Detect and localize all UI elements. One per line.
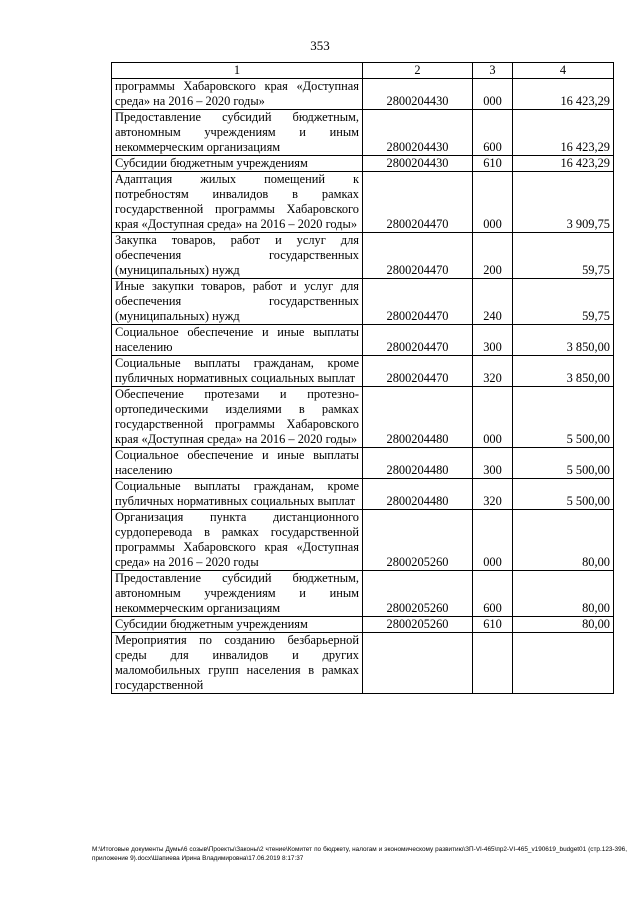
amount: 5 500,00 xyxy=(513,448,614,479)
header-col-3: 3 xyxy=(473,63,513,79)
item-name: Обеспечение протезами и протезно-ортопедическими изделиями в рамках государственной программы Хабаровского края «Доступная среда» на 2016 – 2020 годы» xyxy=(112,387,363,448)
expense-type: 320 xyxy=(473,356,513,387)
table-row xyxy=(112,448,614,479)
amount: 80,00 xyxy=(513,510,614,571)
item-name: Социальное обеспечение и иные выплаты населению xyxy=(112,325,363,356)
amount: 59,75 xyxy=(513,279,614,325)
expense-type: 200 xyxy=(473,233,513,279)
table-row xyxy=(112,156,614,172)
amount: 80,00 xyxy=(513,571,614,617)
target-code: 2800204430 xyxy=(363,156,473,172)
expense-type: 600 xyxy=(473,571,513,617)
amount: 3 850,00 xyxy=(513,356,614,387)
amount: 3 909,75 xyxy=(513,172,614,233)
item-name: Организация пункта дистанционного сурдоперевода в рамках государственной программы Хабаровского края «Доступная среда» на 2016 – 2020 годы xyxy=(112,510,363,571)
expense-type: 610 xyxy=(473,617,513,633)
item-name: Социальное обеспечение и иные выплаты населению xyxy=(112,448,363,479)
table-row xyxy=(112,279,614,325)
item-name: Субсидии бюджетным учреждениям xyxy=(112,617,363,633)
table-row xyxy=(112,172,614,233)
target-code: 2800204470 xyxy=(363,325,473,356)
amount: 16 423,29 xyxy=(513,156,614,172)
table-row xyxy=(112,510,614,571)
target-code: 2800204480 xyxy=(363,387,473,448)
budget-table xyxy=(111,62,614,694)
target-code: 2800205260 xyxy=(363,617,473,633)
header-col-1: 1 xyxy=(112,63,363,79)
item-name: Предоставление субсидий бюджетным, автономным учреждениям и иным некоммерческим организациям xyxy=(112,110,363,156)
target-code: 2800205260 xyxy=(363,510,473,571)
expense-type xyxy=(473,633,513,694)
item-name: Мероприятия по созданию безбарьерной среды для инвалидов и других маломобильных групп населения в рамках государственной xyxy=(112,633,363,694)
item-name: Социальные выплаты гражданам, кроме публичных нормативных социальных выплат xyxy=(112,479,363,510)
header-col-2: 2 xyxy=(363,63,473,79)
target-code: 2800204430 xyxy=(363,110,473,156)
amount: 16 423,29 xyxy=(513,110,614,156)
amount: 80,00 xyxy=(513,617,614,633)
item-name: программы Хабаровского края «Доступная среда» на 2016 – 2020 годы» xyxy=(112,79,363,110)
amount: 16 423,29 xyxy=(513,79,614,110)
target-code: 2800204470 xyxy=(363,233,473,279)
target-code: 2800204430 xyxy=(363,79,473,110)
item-name: Социальные выплаты гражданам, кроме публичных нормативных социальных выплат xyxy=(112,356,363,387)
item-name: Предоставление субсидий бюджетным, автономным учреждениям и иным некоммерческим организациям xyxy=(112,571,363,617)
expense-type: 000 xyxy=(473,172,513,233)
expense-type: 320 xyxy=(473,479,513,510)
item-name: Адаптация жилых помещений к потребностям инвалидов в рамках государственной программы Хабаровского края «Доступная среда» на 2016 – 2020 годы» xyxy=(112,172,363,233)
header-col-4: 4 xyxy=(513,63,614,79)
expense-type: 000 xyxy=(473,387,513,448)
target-code: 2800204470 xyxy=(363,356,473,387)
amount: 5 500,00 xyxy=(513,387,614,448)
table-row xyxy=(112,325,614,356)
target-code: 2800204480 xyxy=(363,448,473,479)
table-row xyxy=(112,617,614,633)
target-code: 2800204470 xyxy=(363,172,473,233)
amount: 5 500,00 xyxy=(513,479,614,510)
target-code: 2800204470 xyxy=(363,279,473,325)
table-row xyxy=(112,110,614,156)
page-number: 353 xyxy=(310,38,330,53)
table-row xyxy=(112,79,614,110)
amount: 3 850,00 xyxy=(513,325,614,356)
table-row xyxy=(112,233,614,279)
expense-type: 000 xyxy=(473,510,513,571)
item-name: Закупка товаров, работ и услуг для обеспечения государственных (муниципальных) нужд xyxy=(112,233,363,279)
expense-type: 300 xyxy=(473,325,513,356)
expense-type: 240 xyxy=(473,279,513,325)
table-row xyxy=(112,571,614,617)
item-name: Иные закупки товаров, работ и услуг для обеспечения государственных (муниципальных) нужд xyxy=(112,279,363,325)
amount xyxy=(513,633,614,694)
amount: 59,75 xyxy=(513,233,614,279)
expense-type: 000 xyxy=(473,79,513,110)
table-row xyxy=(112,479,614,510)
table-row xyxy=(112,387,614,448)
table-header-row xyxy=(112,63,614,79)
table-row xyxy=(112,356,614,387)
expense-type: 610 xyxy=(473,156,513,172)
item-name: Субсидии бюджетным учреждениям xyxy=(112,156,363,172)
expense-type: 600 xyxy=(473,110,513,156)
table-row xyxy=(112,633,614,694)
file-path-footer: M:\Итоговые документы Думы\6 созыв\Проекты\Законы\2 чтение\Комитет по бюджету, налогам и экономическому развитию\ЗП-VI-465\пр2-VI-465_v190619_budget01 (стр.123-396, приложение 9).docx\Шапиева Ирина Владимировна\17.06.2019 8:17:37 xyxy=(92,846,627,862)
target-code: 2800204480 xyxy=(363,479,473,510)
target-code xyxy=(363,633,473,694)
expense-type: 300 xyxy=(473,448,513,479)
target-code: 2800205260 xyxy=(363,571,473,617)
